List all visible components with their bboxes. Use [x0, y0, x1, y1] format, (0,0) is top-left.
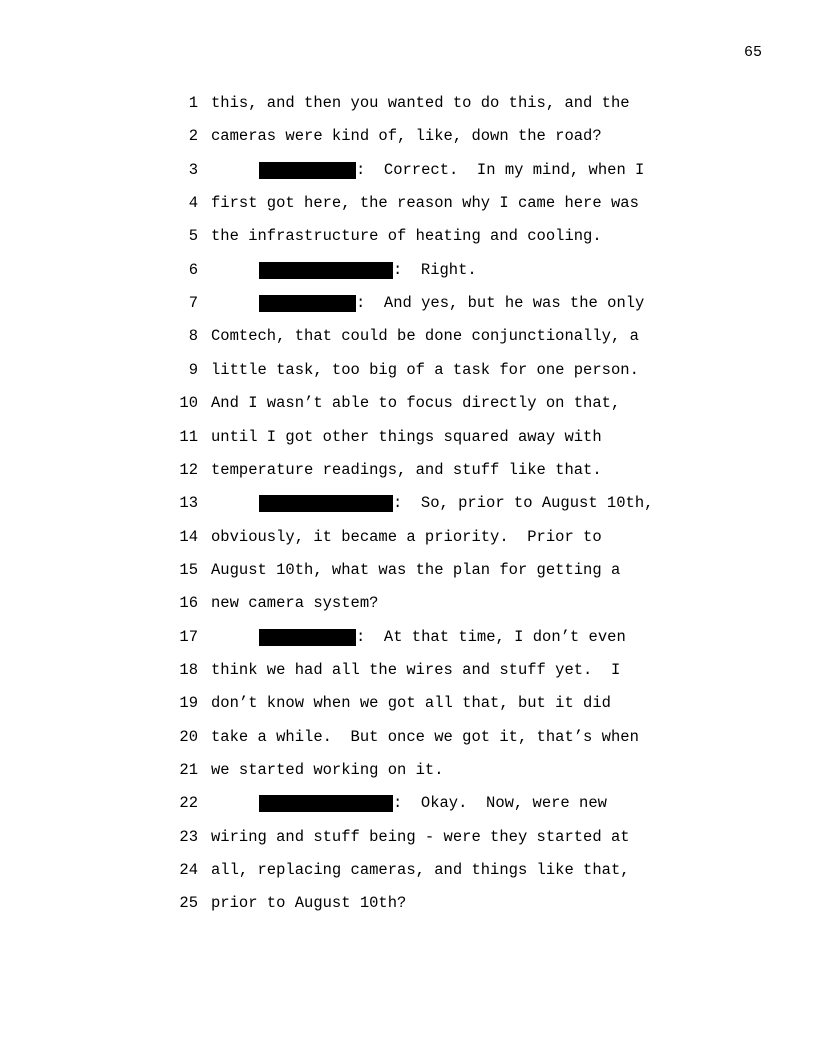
- line-number: 1: [188, 94, 198, 112]
- transcript-line: [0, 892, 816, 914]
- line-number: 22: [179, 794, 198, 813]
- line-number: 13: [179, 494, 198, 513]
- transcript-line: [0, 359, 816, 381]
- line-text: don’t know when we got all that, but it did: [211, 694, 611, 713]
- transcript-line: [0, 692, 816, 714]
- transcript-line: [0, 792, 816, 814]
- line-number: 17: [179, 627, 198, 646]
- line-text: we started working on it.: [211, 761, 444, 779]
- line-number: 25: [179, 894, 198, 913]
- line-text: think we had all the wires and stuff yet. I: [211, 660, 621, 679]
- transcript-line: [0, 225, 816, 247]
- transcript-line: [0, 759, 816, 781]
- line-text: first got here, the reason why I came here was: [211, 194, 639, 213]
- line-text: cameras were kind of, like, down the road?: [211, 127, 602, 146]
- line-text: obviously, it became a priority. Prior to: [211, 527, 602, 546]
- transcript-line: [0, 726, 816, 748]
- transcript-line: [0, 92, 816, 114]
- transcript-line: [0, 392, 816, 414]
- line-number: 14: [179, 527, 198, 546]
- transcript-line: [0, 626, 816, 648]
- line-text: all, replacing cameras, and things like that,: [211, 861, 630, 880]
- transcript-line: [0, 459, 816, 481]
- line-text: wiring and stuff being - were they started at: [211, 827, 630, 846]
- transcript-line: [0, 859, 816, 881]
- line-number: 5: [188, 227, 198, 246]
- line-number: 24: [179, 861, 198, 880]
- redacted-speaker-name: [259, 629, 356, 646]
- line-number: 12: [179, 460, 198, 479]
- line-number: 2: [188, 127, 198, 146]
- transcript-line: [0, 159, 816, 181]
- line-text: prior to August 10th?: [211, 894, 407, 913]
- transcript-line: [0, 192, 816, 214]
- line-number: 16: [179, 594, 198, 613]
- transcript-line: [0, 526, 816, 548]
- transcript-line: [0, 559, 816, 581]
- line-text: this, and then you wanted to do this, and the: [211, 94, 630, 112]
- transcript-line: [0, 492, 816, 514]
- transcript-line: [0, 292, 816, 314]
- line-number: 21: [179, 761, 198, 779]
- line-text: the infrastructure of heating and cooling.: [211, 227, 602, 246]
- line-number: 15: [179, 560, 198, 579]
- transcript-line: [0, 592, 816, 614]
- redacted-speaker-name: [259, 295, 356, 312]
- redacted-speaker-name: [259, 795, 393, 812]
- line-text: Comtech, that could be done conjunctionally, a: [211, 327, 639, 346]
- line-number: 7: [188, 294, 198, 313]
- line-number: 10: [179, 394, 198, 413]
- page-number: 65: [743, 44, 762, 61]
- line-number: 9: [188, 360, 198, 379]
- line-text: temperature readings, and stuff like that.: [211, 460, 602, 479]
- line-number: 18: [179, 660, 198, 679]
- redacted-speaker-name: [259, 495, 393, 512]
- speaker-line-text: : So, prior to August 10th,: [393, 494, 654, 513]
- line-text: little task, too big of a task for one person.: [211, 360, 639, 379]
- line-text: new camera system?: [211, 594, 379, 613]
- transcript-line: [0, 325, 816, 347]
- transcript-line: [0, 826, 816, 848]
- line-text: until I got other things squared away with: [211, 427, 602, 446]
- line-number: 6: [188, 260, 198, 279]
- speaker-line-text: : Correct. In my mind, when I: [356, 160, 645, 179]
- line-text: And I wasn’t able to focus directly on that,: [211, 394, 621, 413]
- speaker-line-text: : Right.: [393, 260, 477, 279]
- line-number: 20: [179, 727, 198, 746]
- line-number: 23: [179, 827, 198, 846]
- line-number: 8: [188, 327, 198, 346]
- speaker-line-text: : At that time, I don’t even: [356, 627, 626, 646]
- transcript-line: [0, 259, 816, 281]
- line-number: 19: [179, 694, 198, 713]
- line-number: 3: [188, 160, 198, 179]
- transcript-line: [0, 659, 816, 681]
- transcript-line: [0, 125, 816, 147]
- line-number: 11: [179, 427, 198, 446]
- line-text: take a while. But once we got it, that’s when: [211, 727, 639, 746]
- line-text: August 10th, what was the plan for getting a: [211, 560, 621, 579]
- redacted-speaker-name: [259, 162, 356, 179]
- speaker-line-text: : And yes, but he was the only: [356, 294, 645, 313]
- transcript-line: [0, 426, 816, 448]
- speaker-line-text: : Okay. Now, were new: [393, 794, 607, 813]
- redacted-speaker-name: [259, 262, 393, 279]
- line-number: 4: [188, 194, 198, 213]
